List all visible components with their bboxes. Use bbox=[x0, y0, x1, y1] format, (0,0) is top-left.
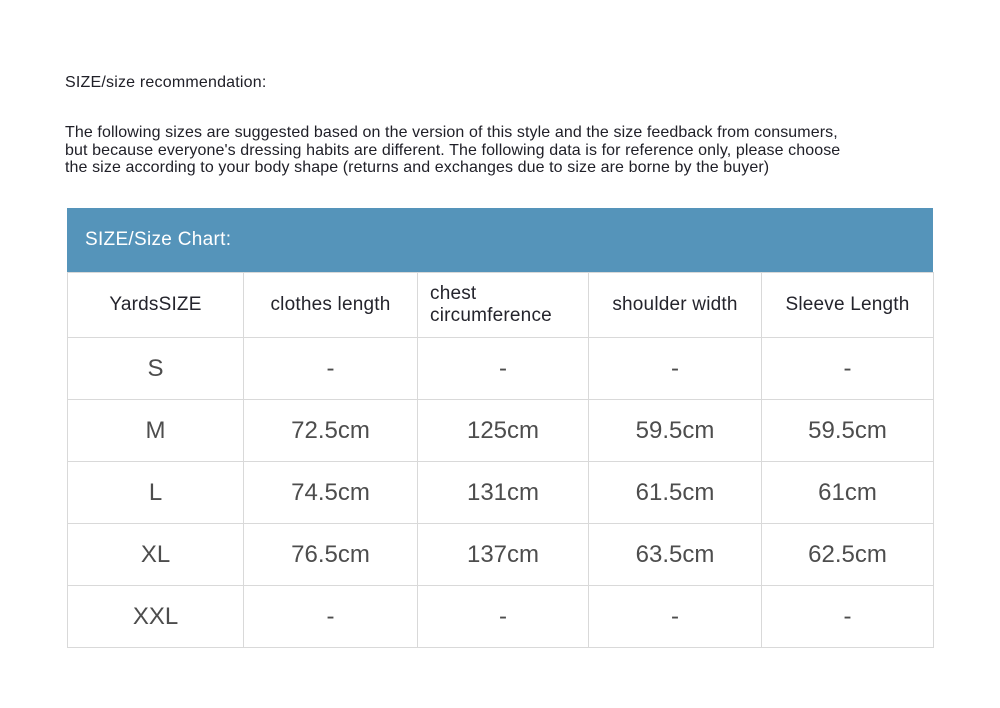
chest-circumference-cell: 137cm bbox=[418, 524, 589, 586]
size-label-cell: XL bbox=[68, 524, 244, 586]
paragraph-line-1: The following sizes are suggested based on the version of this style and the size feedback from consumers, bbox=[65, 124, 838, 141]
shoulder-width-cell: 61.5cm bbox=[589, 462, 762, 524]
shoulder-width-cell: - bbox=[589, 338, 762, 400]
sleeve-length-cell: 61cm bbox=[762, 462, 934, 524]
column-header-yards-size: YardsSIZE bbox=[68, 273, 244, 338]
size-disclaimer-paragraph bbox=[65, 124, 945, 177]
paragraph-line-2: but because everyone's dressing habits are different. The following data is for reference only, please choose bbox=[65, 141, 841, 159]
shoulder-width-cell: - bbox=[589, 586, 762, 648]
column-header-clothes-length: clothes length bbox=[244, 273, 418, 338]
table-row-s bbox=[68, 338, 934, 400]
shoulder-width-cell: 59.5cm bbox=[589, 400, 762, 462]
clothes-length-cell: - bbox=[244, 338, 418, 400]
table-header-row bbox=[68, 273, 934, 338]
chest-circumference-cell: 125cm bbox=[418, 400, 589, 462]
chest-circumference-cell: - bbox=[418, 338, 589, 400]
clothes-length-cell: 74.5cm bbox=[244, 462, 418, 524]
table-row-l bbox=[68, 462, 934, 524]
size-chart-title-bar bbox=[67, 208, 933, 272]
shoulder-width-cell: 63.5cm bbox=[589, 524, 762, 586]
table-row-m bbox=[68, 400, 934, 462]
table-row-xxl bbox=[68, 586, 934, 648]
column-header-sleeve-length: Sleeve Length bbox=[762, 273, 934, 338]
chest-circumference-cell: - bbox=[418, 586, 589, 648]
page-title: SIZE/size recommendation: bbox=[65, 74, 267, 91]
sleeve-length-cell: - bbox=[762, 338, 934, 400]
table-row-xl bbox=[68, 524, 934, 586]
size-label-cell: XXL bbox=[68, 586, 244, 648]
size-chart-title: SIZE/Size Chart: bbox=[85, 229, 232, 250]
chest-circumference-cell: 131cm bbox=[418, 462, 589, 524]
sleeve-length-cell: 62.5cm bbox=[762, 524, 934, 586]
sleeve-length-cell: 59.5cm bbox=[762, 400, 934, 462]
clothes-length-cell: 72.5cm bbox=[244, 400, 418, 462]
column-header-chest-circumference: chest circumference bbox=[418, 273, 589, 338]
size-label-cell: S bbox=[68, 338, 244, 400]
column-header-shoulder-width: shoulder width bbox=[589, 273, 762, 338]
size-label-cell: M bbox=[68, 400, 244, 462]
sleeve-length-cell: - bbox=[762, 586, 934, 648]
size-chart-table bbox=[67, 272, 934, 648]
size-label-cell: L bbox=[68, 462, 244, 524]
size-chart-section bbox=[67, 208, 933, 648]
clothes-length-cell: - bbox=[244, 586, 418, 648]
paragraph-line-3: the size according to your body shape (returns and exchanges due to size are borne by the buyer) bbox=[65, 159, 770, 176]
clothes-length-cell: 76.5cm bbox=[244, 524, 418, 586]
